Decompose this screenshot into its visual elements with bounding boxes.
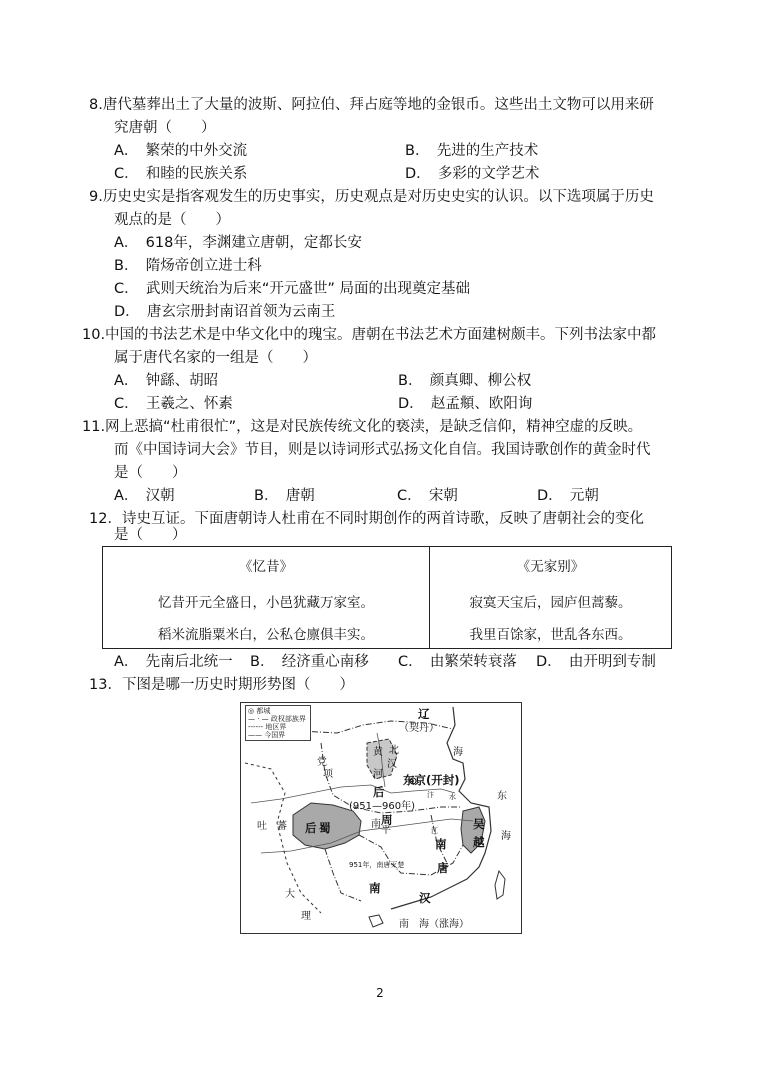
q12-stem-line2: 是（ ） <box>114 527 187 543</box>
map-label-nanping-ping: 平 <box>381 825 391 836</box>
q11-stem-line3: 是（ ） <box>114 465 187 481</box>
map-label-bian: 汴 <box>427 791 434 799</box>
poem-wujiabie <box>430 547 671 648</box>
poem-wujiabie-title: 《无家别》 <box>516 559 585 575</box>
q11-option-d: D． 元朝 <box>537 488 599 504</box>
q9-option-d: D． 唐玄宗册封南诏首领为云南王 <box>114 304 336 320</box>
map-label-houshu-shu: 蜀 <box>319 821 331 835</box>
map-label-qidan: （契丹） <box>399 723 439 734</box>
map-label-xiang: 项 <box>323 769 333 780</box>
q11-option-b: B． 唐朝 <box>254 488 315 504</box>
q9-option-b: B． 隋炀帝创立进士科 <box>114 258 262 274</box>
q8-stem-line1: 8.唐代墓葬出土了大量的波斯、阿拉伯、拜占庭等地的金银币。这些出土文物可以用来研 <box>89 97 654 113</box>
map-label-shui: 水 <box>449 793 456 801</box>
map-label-nanhai: 南 海（涨海） <box>399 919 469 930</box>
map-label-dongjing: 东京(开封) <box>403 773 460 787</box>
map-label-beihan-bei: 北 <box>389 745 399 756</box>
map-label-yue: 越 <box>473 835 485 849</box>
q10-option-b: B． 颜真卿、柳公权 <box>398 373 532 389</box>
poem-yixi <box>103 547 430 648</box>
q13-stem: 13．下图是哪一历史时期形势图（ ） <box>89 677 354 693</box>
map-label-hai-north: 海 <box>453 747 463 758</box>
q10-option-d: D． 赵孟頫、欧阳询 <box>398 396 533 412</box>
q9-option-c: C． 武则天统治为后来“开元盛世” 局面的出现奠定基础 <box>114 281 471 297</box>
q11-stem-line1: 11.网上恶搞“杜甫很忙”，这是对民族传统文化的亵渎，是缺乏信仰，精神空虚的反映。 <box>82 419 643 435</box>
page-number: 2 <box>376 986 384 1000</box>
map-label-dang: 党 <box>317 757 327 768</box>
map-label-dong: 东 <box>497 791 507 802</box>
q12-option-d: D． 由开明到专制 <box>536 654 656 670</box>
q10-stem-line1: 10.中国的书法艺术是中华文化中的瑰宝。唐朝在书法艺术方面建树颇丰。下列书法家中都 <box>82 327 657 343</box>
map-legend <box>245 705 311 741</box>
legend-region-border: ------ 地区界 <box>248 723 287 731</box>
poem-table <box>102 546 672 649</box>
map-label-wu: 吴 <box>473 817 485 831</box>
map-label-houshu-hou: 后 <box>305 821 317 835</box>
map-label-liao: 辽 <box>418 707 430 721</box>
q9-option-a: A． 618年，李渊建立唐朝，定都长安 <box>114 235 362 251</box>
map-label-hou-zhou-zhou: 周 <box>381 813 393 827</box>
legend-capital: ◎ 都城 <box>248 707 271 715</box>
legend-modern-border: —— 今国界 <box>248 731 286 739</box>
map-label-years: (951—960年) <box>349 801 415 812</box>
q10-stem-line2: 属于唐代名家的一组是（ ） <box>114 350 317 366</box>
map-label-tubo: 吐 蕃 <box>257 821 287 832</box>
map-label-he: 河 <box>373 769 383 780</box>
map-label-hai-east: 海 <box>501 831 511 842</box>
map-label-jiang: 江 <box>431 827 438 835</box>
map-label-da: 大 <box>285 889 295 900</box>
poem-yixi-line1: 忆昔开元全盛日，小邑犹藏万家室。 <box>158 595 374 611</box>
q11-stem-line2: 而《中国诗词大会》节目，则是以诗词形式弘扬文化自信。我国诗歌创作的黄金时代 <box>114 442 651 458</box>
q11-option-c: C． 宋朝 <box>397 488 458 504</box>
map-label-nanhan-han: 汉 <box>419 891 431 905</box>
q8-stem-line2: 究唐朝（ ） <box>114 120 216 136</box>
q12-stem-line1: 12．诗史互证。下面唐朝诗人杜甫在不同时期创作的两首诗歌，反映了唐朝社会的变化 <box>89 511 644 527</box>
poem-yixi-line2: 稻米流脂粟米白，公私仓廪俱丰实。 <box>158 627 374 643</box>
q9-stem-line1: 9.历史史实是指客观发生的历史事实，历史观点是对历史史实的认识。以下选项属于历史 <box>89 189 654 205</box>
q8-option-c: C． 和睦的民族关系 <box>114 166 248 182</box>
five-dynasties-map <box>240 702 522 934</box>
map-label-nantang-tang: 唐 <box>437 861 449 875</box>
q10-option-c: C． 王羲之、怀素 <box>114 396 233 412</box>
q11-option-a: A． 汉朝 <box>114 488 175 504</box>
q12-option-b: B． 经济重心南移 <box>250 654 369 670</box>
map-label-nanhan-nan: 南 <box>369 881 381 895</box>
map-label-hou-zhou-hou: 后 <box>373 785 385 799</box>
map-label-huang: 黄 <box>373 747 383 758</box>
map-label-li: 理 <box>301 911 311 922</box>
q12-option-c: C． 由繁荣转衰落 <box>398 654 517 670</box>
q10-option-a: A． 钟繇、胡昭 <box>114 373 219 389</box>
map-label-nantang-nan: 南 <box>435 837 447 851</box>
legend-regime-border: — · — 政权部族界 <box>248 715 306 723</box>
q8-option-b: B． 先进的生产技术 <box>405 143 539 159</box>
poem-wujiabie-line2: 我里百馀家，世乱各东西。 <box>469 627 632 643</box>
map-label-nanping-nan: 南 <box>371 819 381 830</box>
q8-option-a: A． 繁荣的中外交流 <box>114 143 248 159</box>
q8-option-d: D． 多彩的文学艺术 <box>405 166 540 182</box>
q12-option-a: A． 先南后北统一 <box>114 654 233 670</box>
poem-yixi-title: 《忆昔》 <box>239 559 293 575</box>
poem-wujiabie-line1: 寂寞天宝后，园庐但蒿藜。 <box>469 595 632 611</box>
q9-stem-line2: 观点的是（ ） <box>114 212 230 228</box>
map-label-note951: 951年，南唐灭楚 <box>349 861 405 869</box>
map-label-beihan-han: 汉 <box>387 759 397 770</box>
